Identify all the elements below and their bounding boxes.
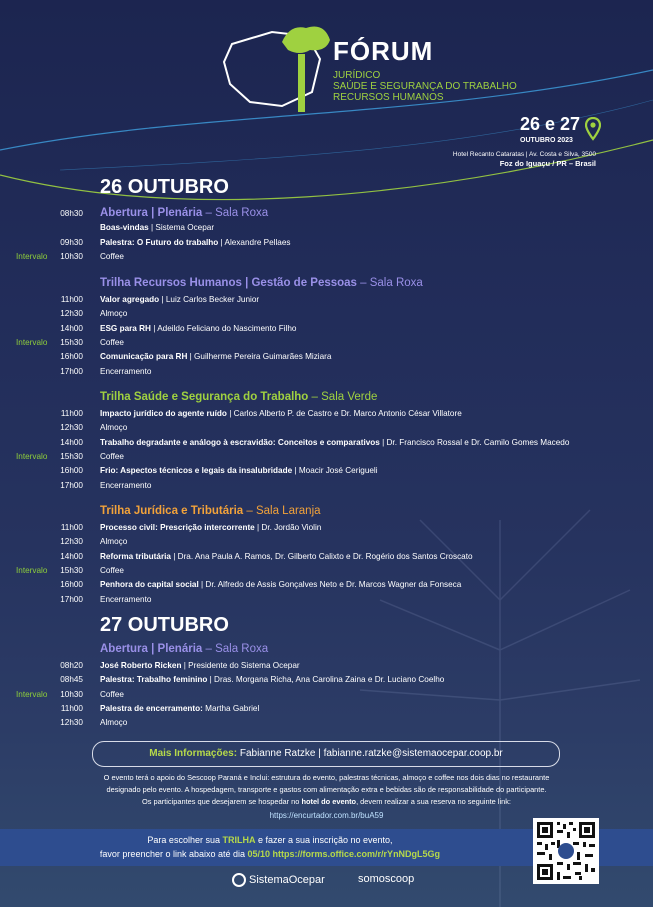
talk-title: ESG para RH bbox=[100, 323, 151, 333]
schedule-row bbox=[0, 236, 653, 249]
schedule-description bbox=[100, 578, 461, 591]
talk-title: Boas-vindas bbox=[100, 223, 149, 233]
talk-detail: Encerramento bbox=[100, 594, 152, 604]
ocepar-logo-icon bbox=[232, 873, 246, 887]
schedule-row bbox=[0, 578, 653, 591]
schedule-time: 12h30 bbox=[60, 309, 83, 319]
schedule-time: 14h00 bbox=[60, 323, 83, 333]
schedule-description bbox=[100, 365, 151, 378]
talk-title: Frio: Aspectos técnicos e legais da insalubridade bbox=[100, 466, 293, 476]
note-line-3 bbox=[20, 796, 633, 808]
schedule-description bbox=[100, 464, 378, 477]
schedule-time: 11h00 bbox=[60, 295, 83, 304]
schedule-time: 11h00 bbox=[60, 523, 83, 532]
event-dates: 26 e 27 bbox=[520, 114, 581, 134]
section-room: – Sala Roxa bbox=[202, 207, 269, 219]
interval-label: Intervalo bbox=[16, 337, 48, 347]
section-title: Abertura | Plenária bbox=[100, 207, 203, 219]
talk-detail: | Adeildo Feliciano do Nascimento Filho bbox=[150, 323, 297, 333]
talk-detail: | Dr. Francisco Rossal e Dr. Camilo Gomes Macedo bbox=[379, 437, 570, 447]
section-juridica bbox=[100, 505, 321, 517]
schedule-row bbox=[0, 550, 653, 563]
schedule-row bbox=[0, 336, 653, 349]
talk-title: Palestra: Trabalho feminino bbox=[100, 675, 208, 685]
schedule-time: 14h00 bbox=[60, 551, 83, 561]
talk-detail: Coffee bbox=[100, 565, 124, 575]
schedule-row bbox=[0, 207, 653, 220]
schedule-description bbox=[100, 702, 259, 715]
note-text: Os participantes que desejarem se hospedar no bbox=[142, 797, 302, 806]
schedule-row bbox=[0, 521, 653, 534]
talk-title: Comunicação para RH bbox=[100, 352, 188, 362]
schedule-description bbox=[100, 521, 321, 534]
schedule-row bbox=[0, 365, 653, 378]
schedule-time: 12h30 bbox=[60, 537, 83, 547]
hotel-booking-link[interactable]: https://encurtador.com.br/buA59 bbox=[269, 811, 384, 820]
talk-detail: Almoço bbox=[100, 423, 128, 433]
talk-detail: | Presidente do Sistema Ocepar bbox=[181, 661, 300, 670]
schedule-description bbox=[100, 236, 291, 249]
schedule-row bbox=[0, 702, 653, 715]
schedule-row bbox=[0, 250, 653, 263]
talk-title: Reforma tributária bbox=[100, 551, 171, 561]
schedule-time: 16h00 bbox=[60, 352, 83, 362]
schedule-row bbox=[0, 564, 653, 577]
talk-detail: | Luiz Carlos Becker Junior bbox=[159, 295, 260, 304]
ocepar-logo-text: SistemaOcepar bbox=[249, 873, 325, 886]
schedule-row bbox=[0, 479, 653, 492]
cta-text: Para escolher sua bbox=[147, 835, 223, 845]
more-info-label: Mais Informações: bbox=[149, 748, 238, 759]
interval-label: Intervalo bbox=[16, 689, 48, 699]
cta-text: favor preencher o link abaixo até dia bbox=[99, 849, 248, 859]
section-room: – Sala Roxa bbox=[202, 643, 269, 655]
cta-trilha: TRILHA bbox=[222, 835, 256, 845]
schedule-time: 08h20 bbox=[60, 661, 83, 670]
schedule-time: 10h30 bbox=[60, 689, 83, 699]
talk-title: Palestra de encerramento: bbox=[100, 703, 203, 713]
talk-detail: Almoço bbox=[100, 718, 128, 728]
schedule-time: 16h00 bbox=[60, 580, 83, 590]
note-line-1: O evento terá o apoio do Sescoop Paraná e Inclui: estrutura do evento, palestras técnicas, almoço e coffee nos dois dias no restaurante bbox=[103, 773, 550, 782]
venue-address: Hotel Recanto Cataratas | Av. Costa e Silva, 3500 bbox=[452, 151, 596, 158]
schedule-description bbox=[100, 250, 124, 263]
schedule-description bbox=[100, 535, 127, 548]
talk-detail: | Dra. Ana Paula A. Ramos, Dr. Gilberto Calixto e Dr. Rogério dos Santos Croscato bbox=[170, 551, 473, 561]
schedule-description bbox=[100, 550, 473, 563]
schedule-row bbox=[0, 688, 653, 701]
talk-title: Impacto jurídico do agente ruído bbox=[100, 409, 227, 418]
schedule-description bbox=[100, 688, 124, 701]
section-room: – Sala Laranja bbox=[243, 505, 321, 517]
schedule-row bbox=[0, 464, 653, 477]
schedule-time: 15h30 bbox=[60, 565, 83, 575]
schedule-description bbox=[100, 307, 127, 320]
schedule-description bbox=[100, 450, 124, 463]
event-month: OUTUBRO 2023 bbox=[520, 137, 573, 144]
subtitle-line-1: JURÍDICO bbox=[333, 70, 381, 81]
schedule-description bbox=[100, 421, 127, 434]
somoscoop-logo bbox=[358, 873, 414, 885]
note-line-2: designado pelo evento. A hospedagem, transporte e gastos com alimentação extra e bebidas são de responsabilidade do participante. bbox=[106, 785, 547, 794]
talk-detail: | Carlos Alberto P. de Castro e Dr. Marco Antonio César Villatore bbox=[226, 409, 462, 418]
schedule-row bbox=[0, 307, 653, 320]
schedule-description bbox=[100, 221, 214, 234]
cta-line-1 bbox=[0, 834, 540, 847]
talk-detail: Martha Gabriel bbox=[202, 703, 260, 713]
talk-detail: Coffee bbox=[100, 337, 124, 347]
schedule-time: 17h00 bbox=[60, 594, 83, 604]
section-sst bbox=[100, 391, 377, 403]
schedule-row bbox=[0, 535, 653, 548]
section-title: Trilha Recursos Humanos | Gestão de Pessoas bbox=[100, 277, 357, 289]
talk-detail: | Moacir José Cerigueli bbox=[292, 466, 378, 476]
venue-city: Foz do Iguaçu / PR – Brasil bbox=[499, 159, 596, 168]
talk-detail: Coffee bbox=[100, 251, 124, 261]
schedule-description bbox=[100, 407, 462, 420]
section-title: Trilha Saúde e Segurança do Trabalho bbox=[100, 391, 309, 403]
schedule-time: 15h30 bbox=[60, 451, 83, 461]
day-1-title: 26 OUTUBRO bbox=[100, 176, 229, 198]
talk-detail: | Guilherme Pereira Guimarães Miziara bbox=[187, 352, 332, 362]
location-pin-icon bbox=[585, 117, 601, 141]
talk-detail: Coffee bbox=[100, 689, 124, 699]
schedule-row bbox=[0, 350, 653, 363]
cta-deadline: 05/10 bbox=[247, 849, 271, 859]
schedule-row bbox=[0, 421, 653, 434]
section-opening-day2 bbox=[100, 643, 268, 655]
schedule-description bbox=[100, 479, 151, 492]
subtitle-line-3: RECURSOS HUMANOS bbox=[333, 92, 444, 103]
somoscoop-logo-text: somoscoop bbox=[358, 873, 415, 885]
talk-title: José Roberto Ricken bbox=[100, 661, 182, 670]
section-room: – Sala Verde bbox=[308, 391, 378, 403]
section-title: Trilha Jurídica e Tributária bbox=[100, 505, 244, 517]
talk-detail: Almoço bbox=[100, 537, 128, 547]
section-title: Abertura | Plenária bbox=[100, 643, 203, 655]
schedule-time: 09h30 bbox=[60, 237, 83, 247]
schedule-description bbox=[100, 716, 127, 729]
more-info-box bbox=[92, 741, 560, 767]
interval-label: Intervalo bbox=[16, 565, 48, 575]
schedule-time: 08h45 bbox=[60, 675, 83, 685]
schedule-time: 12h30 bbox=[60, 718, 83, 728]
schedule-row bbox=[0, 436, 653, 449]
schedule-row bbox=[0, 593, 653, 606]
note-text: , devem realizar a sua reserva no seguinte link: bbox=[356, 797, 511, 806]
cta-text: e fazer a sua inscrição no evento, bbox=[255, 835, 393, 845]
schedule-description bbox=[100, 293, 259, 306]
talk-detail: | Sistema Ocepar bbox=[148, 223, 215, 233]
schedule-time: 17h00 bbox=[60, 366, 83, 376]
talk-title: Trabalho degradante e análogo à escravidão: Conceitos e comparativos bbox=[100, 437, 380, 447]
schedule-description bbox=[100, 350, 331, 363]
schedule-row bbox=[0, 322, 653, 335]
interval-label: Intervalo bbox=[16, 451, 48, 461]
more-info-contact[interactable]: Fabianne Ratzke | fabianne.ratzke@sistemaocepar.coop.br bbox=[237, 748, 503, 759]
schedule-time: 12h30 bbox=[60, 423, 83, 433]
talk-title: Processo civil: Prescrição intercorrente bbox=[100, 523, 255, 532]
subtitle-line-2: SAÚDE E SEGURANÇA DO TRABALHO bbox=[333, 81, 517, 92]
talk-title: Valor agregado bbox=[100, 295, 160, 304]
schedule-row bbox=[0, 293, 653, 306]
talk-detail: | Alexandre Pellaes bbox=[218, 237, 291, 247]
talk-detail: Almoço bbox=[100, 309, 128, 319]
talk-detail: Encerramento bbox=[100, 480, 152, 490]
cta-line-2 bbox=[0, 848, 540, 861]
schedule-description bbox=[100, 593, 151, 606]
forum-title: FÓRUM bbox=[333, 36, 434, 66]
day-2-title: 27 OUTUBRO bbox=[100, 614, 229, 636]
schedule-time: 17h00 bbox=[60, 480, 83, 490]
talk-detail: | Dras. Morgana Richa, Ana Carolina Zaina e Dr. Luciano Coelho bbox=[207, 675, 445, 685]
talk-title: Penhora do capital social bbox=[100, 580, 199, 590]
talk-detail: Coffee bbox=[100, 451, 124, 461]
qr-code bbox=[533, 818, 599, 884]
parana-map-icon bbox=[212, 14, 332, 124]
interval-label: Intervalo bbox=[16, 251, 48, 261]
schedule-time: 08h30 bbox=[60, 209, 83, 218]
venue-info bbox=[453, 150, 596, 168]
section-room: – Sala Roxa bbox=[356, 277, 423, 289]
schedule-description bbox=[100, 673, 444, 686]
schedule-row bbox=[0, 659, 653, 672]
schedule-row bbox=[0, 450, 653, 463]
talk-detail: | Dr. Jordão Violin bbox=[254, 523, 322, 532]
talk-detail: | Dr. Alfredo de Assis Gonçalves Neto e Dr. Marcos Wagner da Fonseca bbox=[198, 580, 462, 590]
schedule-row bbox=[0, 716, 653, 729]
schedule-description bbox=[100, 436, 569, 449]
section-rh bbox=[100, 277, 423, 289]
note-hotel: hotel do evento bbox=[301, 797, 357, 806]
schedule-time: 11h00 bbox=[60, 409, 83, 418]
schedule-row bbox=[0, 407, 653, 420]
schedule-description bbox=[100, 322, 296, 335]
schedule-description bbox=[100, 564, 124, 577]
schedule-description bbox=[100, 659, 300, 672]
schedule-time: 15h30 bbox=[60, 337, 83, 347]
sistema-ocepar-logo bbox=[232, 873, 325, 887]
registration-link[interactable]: https://forms.office.com/r/rYnNDgL5Gg bbox=[270, 849, 441, 859]
schedule-time: 11h00 bbox=[60, 703, 83, 713]
schedule-time: 14h00 bbox=[60, 437, 83, 447]
schedule-row bbox=[0, 221, 653, 234]
schedule-row bbox=[0, 673, 653, 686]
talk-title: Palestra: O Futuro do trabalho bbox=[100, 237, 219, 247]
schedule-time: 10h30 bbox=[60, 251, 83, 261]
schedule-description bbox=[100, 336, 124, 349]
schedule-time: 16h00 bbox=[60, 466, 83, 476]
talk-detail: Encerramento bbox=[100, 366, 152, 376]
